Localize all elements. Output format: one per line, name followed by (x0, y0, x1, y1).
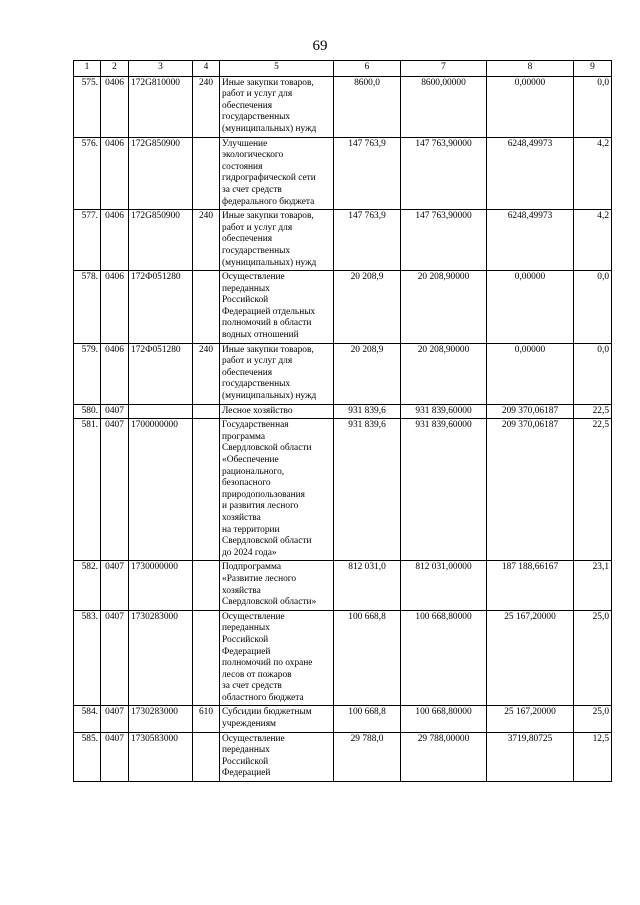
table-row (74, 343, 612, 404)
column-header-5: 5 (220, 61, 334, 77)
target-article-cell: 1730583000 (129, 732, 193, 781)
target-article-cell: 1730283000 (129, 706, 193, 732)
row-number-cell: 576. (74, 137, 101, 210)
percent-cell: 12,5 (574, 732, 612, 781)
plan-value-cell: 147 763,9 (334, 137, 401, 210)
row-number-cell: 582. (74, 561, 101, 610)
description-cell: Подпрограмма «Развитие лесного хозяйства Свердловской области» (220, 561, 334, 610)
target-article-cell: 172G850900 (129, 137, 193, 210)
plan-value-cell: 20 208,9 (334, 271, 401, 344)
percent-cell: 0,0 (574, 343, 612, 404)
target-article-cell: 1700000000 (129, 419, 193, 561)
expense-type-cell: 610 (193, 706, 220, 732)
table-row (74, 561, 612, 610)
plan-value-cell: 100 668,8 (334, 706, 401, 732)
percent-cell: 25,0 (574, 610, 612, 706)
section-code-cell: 0406 (101, 210, 129, 271)
row-number-cell: 585. (74, 732, 101, 781)
row-number-cell: 578. (74, 271, 101, 344)
description-cell: Осуществление переданных Российской Федерацией (220, 732, 334, 781)
approved-amount-cell: 100 668,80000 (401, 706, 487, 732)
header-row (74, 61, 612, 77)
executed-amount-cell: 0,00000 (487, 271, 574, 344)
percent-cell: 0,0 (574, 271, 612, 344)
expense-type-cell (193, 404, 220, 419)
approved-amount-cell: 20 208,90000 (401, 271, 487, 344)
column-header-4: 4 (193, 61, 220, 77)
table-row (74, 271, 612, 344)
section-code-cell: 0407 (101, 404, 129, 419)
description-cell: Иные закупки товаров, работ и услуг для обеспечения государственных (муниципальных) нужд (220, 76, 334, 137)
executed-amount-cell: 209 370,06187 (487, 419, 574, 561)
approved-amount-cell: 147 763,90000 (401, 210, 487, 271)
plan-value-cell: 100 668,8 (334, 610, 401, 706)
approved-amount-cell: 20 208,90000 (401, 343, 487, 404)
section-code-cell: 0406 (101, 271, 129, 344)
section-code-cell: 0406 (101, 76, 129, 137)
table-row (74, 137, 612, 210)
executed-amount-cell: 187 188,66167 (487, 561, 574, 610)
column-header-1: 1 (74, 61, 101, 77)
percent-cell: 0,0 (574, 76, 612, 137)
row-number-cell: 581. (74, 419, 101, 561)
description-cell: Лесное хозяйство (220, 404, 334, 419)
target-article-cell: 172G810000 (129, 76, 193, 137)
approved-amount-cell: 100 668,80000 (401, 610, 487, 706)
executed-amount-cell: 3719,80725 (487, 732, 574, 781)
percent-cell: 23,1 (574, 561, 612, 610)
row-number-cell: 583. (74, 610, 101, 706)
expense-type-cell (193, 137, 220, 210)
table-body (74, 76, 612, 781)
table-row (74, 404, 612, 419)
percent-cell: 22,5 (574, 404, 612, 419)
row-number-cell: 584. (74, 706, 101, 732)
table-row (74, 419, 612, 561)
section-code-cell: 0406 (101, 343, 129, 404)
expense-type-cell (193, 561, 220, 610)
table-row (74, 706, 612, 732)
target-article-cell: 172Ф051280 (129, 271, 193, 344)
plan-value-cell: 147 763,9 (334, 210, 401, 271)
table-row (74, 76, 612, 137)
description-cell: Улучшение экологического состояния гидрографической сети за счет средств федерального бюджета (220, 137, 334, 210)
approved-amount-cell: 931 839,60000 (401, 419, 487, 561)
plan-value-cell: 29 788,0 (334, 732, 401, 781)
approved-amount-cell: 147 763,90000 (401, 137, 487, 210)
target-article-cell: 1730283000 (129, 610, 193, 706)
description-cell: Иные закупки товаров, работ и услуг для обеспечения государственных (муниципальных) нужд (220, 343, 334, 404)
column-header-7: 7 (401, 61, 487, 77)
section-code-cell: 0407 (101, 706, 129, 732)
section-code-cell: 0406 (101, 137, 129, 210)
description-cell: Осуществление переданных Российской Федерацией отдельных полномочий в области водных отношений (220, 271, 334, 344)
description-cell: Осуществление переданных Российской Федерацией полномочий по охране лесов от пожаров за счет средств областного бюджета (220, 610, 334, 706)
expense-type-cell (193, 732, 220, 781)
section-code-cell: 0407 (101, 419, 129, 561)
table-row (74, 610, 612, 706)
description-cell: Государственная программа Свердловской области «Обеспечение рационального, безопасного природопользования и развития лесного хозяйства на территории Свердловской области до 2024 года» (220, 419, 334, 561)
target-article-cell: 172G850900 (129, 210, 193, 271)
approved-amount-cell: 29 788,00000 (401, 732, 487, 781)
section-code-cell: 0407 (101, 732, 129, 781)
column-header-6: 6 (334, 61, 401, 77)
plan-value-cell: 931 839,6 (334, 419, 401, 561)
executed-amount-cell: 25 167,20000 (487, 610, 574, 706)
table-header (74, 61, 612, 77)
executed-amount-cell: 6248,49973 (487, 137, 574, 210)
target-article-cell: 1730000000 (129, 561, 193, 610)
percent-cell: 25,0 (574, 706, 612, 732)
plan-value-cell: 812 031,0 (334, 561, 401, 610)
row-number-cell: 577. (74, 210, 101, 271)
section-code-cell: 0407 (101, 561, 129, 610)
row-number-cell: 580. (74, 404, 101, 419)
expense-type-cell (193, 610, 220, 706)
expense-type-cell (193, 271, 220, 344)
column-header-8: 8 (487, 61, 574, 77)
target-article-cell: 172Ф051280 (129, 343, 193, 404)
plan-value-cell: 931 839,6 (334, 404, 401, 419)
row-number-cell: 575. (74, 76, 101, 137)
plan-value-cell: 20 208,9 (334, 343, 401, 404)
expense-type-cell: 240 (193, 343, 220, 404)
plan-value-cell: 8600,0 (334, 76, 401, 137)
approved-amount-cell: 8600,00000 (401, 76, 487, 137)
description-cell: Иные закупки товаров, работ и услуг для обеспечения государственных (муниципальных) нужд (220, 210, 334, 271)
table-row (74, 210, 612, 271)
expense-type-cell: 240 (193, 210, 220, 271)
target-article-cell (129, 404, 193, 419)
row-number-cell: 579. (74, 343, 101, 404)
budget-table (73, 60, 612, 782)
column-header-3: 3 (129, 61, 193, 77)
percent-cell: 4,2 (574, 137, 612, 210)
column-header-9: 9 (574, 61, 612, 77)
executed-amount-cell: 0,00000 (487, 343, 574, 404)
approved-amount-cell: 931 839,60000 (401, 404, 487, 419)
page-number: 69 (312, 38, 328, 54)
percent-cell: 4,2 (574, 210, 612, 271)
executed-amount-cell: 6248,49973 (487, 210, 574, 271)
approved-amount-cell: 812 031,00000 (401, 561, 487, 610)
executed-amount-cell: 25 167,20000 (487, 706, 574, 732)
percent-cell: 22,5 (574, 419, 612, 561)
executed-amount-cell: 209 370,06187 (487, 404, 574, 419)
expense-type-cell (193, 419, 220, 561)
column-header-2: 2 (101, 61, 129, 77)
table-row (74, 732, 612, 781)
expense-type-cell: 240 (193, 76, 220, 137)
executed-amount-cell: 0,00000 (487, 76, 574, 137)
description-cell: Субсидии бюджетным учреждениям (220, 706, 334, 732)
section-code-cell: 0407 (101, 610, 129, 706)
